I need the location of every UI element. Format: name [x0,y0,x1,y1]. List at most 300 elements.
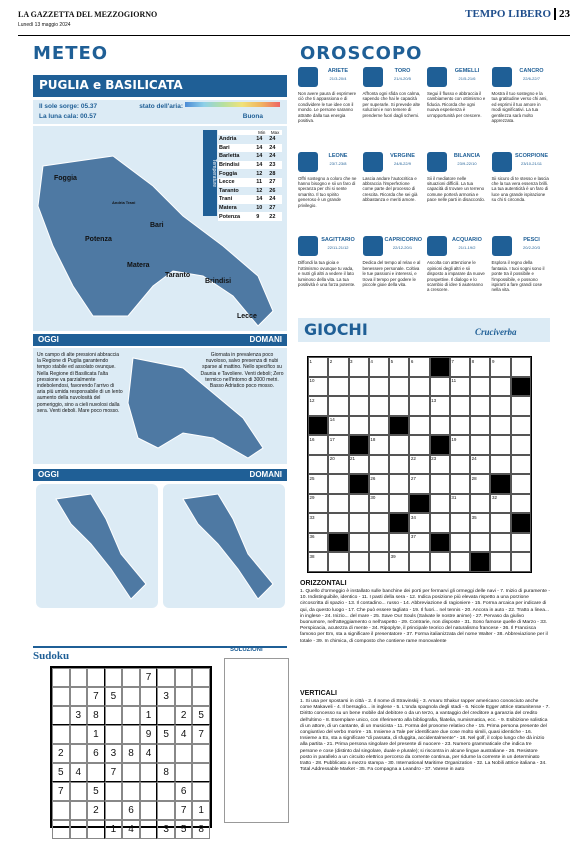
crossword-cell[interactable] [369,396,389,416]
sudoku-cell[interactable] [140,763,158,782]
crossword-cell[interactable] [470,435,490,455]
crossword-cell[interactable] [328,474,348,494]
city-cell: 14 [256,144,263,151]
zodiac-icon [298,236,318,256]
crossword-cell[interactable] [511,455,531,475]
sudoku-cell[interactable]: 7 [175,801,193,820]
sign-text: Diffondi la tua gioia e l'ottimismo ovunque tu vada, e nutri gli altri a vedere il lato luminoso della vita. La tua positività è una forza potente. [298,260,356,287]
city-row [218,212,282,221]
crossword-cell[interactable] [490,474,510,494]
crossword-cell[interactable]: 39 [389,552,409,572]
crossword-cell[interactable]: 36 [308,533,328,553]
sudoku-cell[interactable] [157,801,175,820]
section-title: TEMPO LIBERO 23 [465,8,570,20]
city-cell: 24 [269,196,276,203]
crossword-cell[interactable]: 19 [450,435,470,455]
horoscope-sign [298,152,357,233]
sudoku-cell[interactable] [70,668,88,687]
crossword-cell[interactable] [470,377,490,397]
city-cell: Matera [219,205,237,212]
crossword-cell[interactable] [430,435,450,455]
sudoku-cell[interactable] [157,706,175,725]
crossword-cell[interactable]: 5 [389,357,409,377]
sudoku-cell[interactable]: 5 [105,687,123,706]
sudoku-cell[interactable]: 6 [175,782,193,801]
crossword-cell[interactable] [450,416,470,436]
crossword-cell[interactable] [389,455,409,475]
crossword-cell[interactable]: 16 [308,435,328,455]
crossword-cell[interactable]: 13 [430,396,450,416]
city-cell: 27 [269,205,276,212]
crossword-cell[interactable] [430,552,450,572]
city-cell: 14 [256,153,263,160]
crossword-cell[interactable] [389,396,409,416]
crossword-cell[interactable]: 1 [308,357,328,377]
sudoku-cell[interactable] [122,687,140,706]
sudoku-cell[interactable] [105,801,123,820]
verticali-clues: 1. Si usa per spostarsi in città - 2. Il nome di Stravinskij - 3. Amaru Shakur rapper americano conosciuto anche come Makaveli - 4. Il bersaglio... in inglese - 5. L'onda spagnola degli stadi - 6. Nicole Egger attrice statunitense - 7. Diritto concesso su un bene mobile dal debitore o da un terzo, a vantaggio del creditore a garanzia del credito dell'ultimo - 8. Esemplare unico, con riferimento alla bibliografia, filatelia, numismatica, ecc. - 9. Esibizione solistica di un attore, di un cantante, di un musicista - 11. Forma del pronome relativo che - 15. Prima persona presente del congiuntivo del verbo morire - 15. Insieme a Tale per identificare due cose molto simili, quasi identiche - 16. Insieme a Ex, sta a significare "di passata, di sfuggita, accidentalmente" - 18. Nel golf, il colpo lungo che dà inizio alla partita - 21. Prima persona singolare del presente di nuocere - 23. Numero grammaticale che indica tre persone e cose (distinto dal singolare, duale e plurale); si riscontra in alcune lingue australiane - 26. Resistore posto in parallelo a un circuito elettrico percorso da corrente continua, per ridurne la corrente in un determinato tratto - 28. Pubblicato a mezzo stampa - 30. International Maritime Organization - 32. La Nobili attrice italiana - 34. Total Addressable Market - 35. Fa compagna a Leandro - 37. Varese in auto [300,699,550,773]
crossword-cell[interactable] [511,435,531,455]
zodiac-icon [427,236,447,256]
crossword-cell[interactable]: 6 [409,357,429,377]
city-temperature-table: Min Max Andria 14 24 Bari 14 24 Barletta 14 24 Brindisi 14 23 Foggia 12 28 Lecce 11 27 Taranto 12 26 Trani 14 24 Matera 10 27 Potenza 9 22 [218,130,282,221]
sudoku-cell[interactable]: 2 [87,801,105,820]
sudoku-cell[interactable] [87,763,105,782]
sudoku-cell[interactable] [52,706,70,725]
crossword-cell[interactable] [511,513,531,533]
crossword-cell[interactable] [470,396,490,416]
zodiac-icon [363,67,383,87]
crossword-cell[interactable] [369,513,389,533]
sudoku-cell[interactable]: 3 [70,706,88,725]
sudoku-cell[interactable]: 9 [140,725,158,744]
crossword-cell[interactable] [328,552,348,572]
horoscope-grid [298,67,550,317]
sudoku-cell[interactable] [87,820,105,839]
crossword-cell[interactable] [409,416,429,436]
city-row [218,204,282,213]
map-label-bat: Andria Trani [112,200,136,205]
crossword-cell[interactable]: 29 [308,494,328,514]
crossword-cell[interactable]: 21 [349,455,369,475]
sudoku-cell[interactable] [122,725,140,744]
crossword-cell[interactable] [328,494,348,514]
crossword-cell[interactable]: 22 [409,455,429,475]
crossword-cell[interactable] [328,377,348,397]
city-cell: 24 [269,153,276,160]
crossword-cell[interactable] [511,357,531,377]
sudoku-cell[interactable]: 4 [175,725,193,744]
crossword-cell[interactable]: 30 [369,494,389,514]
sudoku-cell[interactable] [175,763,193,782]
crossword-cell[interactable] [369,455,389,475]
crossword-cell[interactable] [389,494,409,514]
sudoku-cell[interactable]: 8 [192,820,210,839]
solution-title: SOLUZIONI [230,647,263,653]
sudoku-cell[interactable]: 4 [70,763,88,782]
sudoku-cell[interactable]: 5 [175,820,193,839]
sudoku-cell[interactable]: 2 [52,744,70,763]
crossword-cell[interactable] [328,396,348,416]
crossword-cell[interactable] [490,416,510,436]
crossword-cell[interactable]: 2 [328,357,348,377]
crossword-cell[interactable]: 26 [369,474,389,494]
zodiac-icon [427,152,447,172]
crossword-cell[interactable]: 3 [349,357,369,377]
crossword-cell[interactable] [409,377,429,397]
map-label-bari: Bari [150,222,164,229]
city-cell: Brindisi [219,162,240,169]
moon-set: La luna cala: 00.57 [39,113,97,120]
sudoku-cell[interactable] [140,801,158,820]
crossword-cell[interactable] [409,435,429,455]
city-cell: Barletta [219,153,240,160]
crossword-cell[interactable] [490,513,510,533]
verticali-title: VERTICALI [300,690,337,697]
crossword-cell[interactable] [470,533,490,553]
crossword-cell[interactable] [409,552,429,572]
sun-rise: Il sole sorge: 05.37 [39,103,98,110]
crossword-cell[interactable] [409,494,429,514]
crossword-cell[interactable] [511,377,531,397]
sudoku-cell[interactable] [157,744,175,763]
crossword-cell[interactable]: 27 [409,474,429,494]
crossword-cell[interactable] [349,474,369,494]
crossword-cell[interactable] [349,435,369,455]
crossword-title: Cruciverba [475,327,517,337]
forecast-tomorrow-text: Giornata in prevalenza poco nuvoloso, salvo presenza di nubi sparse al mattino. Nello specifico su Daunia e Tavoliere. Venti deboli; Zero termico nell'intorno di 3000 metri. Basso Adriatico poco mosso. [200,352,284,390]
sign-name: BILANCIA [453,152,481,159]
sign-name: VERGINE [390,152,415,159]
sudoku-cell[interactable]: 7 [140,668,158,687]
city-row [218,178,282,187]
sudoku-cell[interactable]: 3 [105,744,123,763]
page-number: 23 [554,8,570,20]
crossword-cell[interactable] [389,435,409,455]
city-cell: 9 [256,213,260,220]
zodiac-icon [363,236,383,256]
horoscope-sign [298,236,357,317]
sudoku-cell[interactable] [52,725,70,744]
sudoku-cell[interactable] [122,706,140,725]
crossword-cell[interactable]: 35 [470,513,490,533]
sudoku-cell[interactable] [70,725,88,744]
crossword-cell[interactable] [511,494,531,514]
crossword-cell[interactable]: 10 [308,377,328,397]
italy-map-tomorrow [163,484,285,608]
sudoku-title: Sudoku [33,646,287,662]
zodiac-icon [427,67,447,87]
sudoku-cell[interactable] [105,782,123,801]
newspaper-name: LA GAZZETTA DEL MEZZOGIORNO [18,10,158,19]
city-cell: 24 [269,136,276,143]
sudoku-cell[interactable] [122,668,140,687]
crossword-cell[interactable] [511,416,531,436]
map-label-matera: Matera [127,262,150,269]
crossword-cell[interactable]: 33 [308,513,328,533]
sudoku-cell[interactable] [157,668,175,687]
crossword-cell[interactable] [490,552,510,572]
crossword-cell[interactable] [349,552,369,572]
sudoku-cell[interactable] [140,820,158,839]
map-label-foggia: Foggia [54,175,77,182]
sudoku-cell[interactable] [70,782,88,801]
horoscope-sign [298,67,357,148]
crossword-cell[interactable] [430,533,450,553]
sudoku-cell[interactable]: 1 [105,820,123,839]
sign-date: 21/4-20/5 [394,76,411,81]
crossword-cell[interactable]: 23 [430,455,450,475]
crossword-cell[interactable] [369,377,389,397]
crossword-cell[interactable] [328,513,348,533]
crossword-cell[interactable] [511,396,531,416]
sudoku-cell[interactable] [140,782,158,801]
horoscope-sign [363,236,422,317]
sudoku-cell[interactable]: 4 [140,744,158,763]
sudoku-cell[interactable] [192,668,210,687]
sudoku-cell[interactable] [192,763,210,782]
air-quality-bar [185,102,280,107]
crossword-cell[interactable] [490,377,510,397]
crossword-cell[interactable] [328,533,348,553]
crossword-cell[interactable] [349,513,369,533]
solution-panel [224,658,289,823]
city-cell: 11 [256,179,263,186]
zodiac-icon [363,152,383,172]
crossword-cell[interactable]: 4 [369,357,389,377]
crossword-cell[interactable] [490,455,510,475]
sign-name: ARIETE [327,68,349,74]
sudoku-cell[interactable] [192,782,210,801]
crossword-cell[interactable] [389,533,409,553]
crossword-cell[interactable] [430,357,450,377]
crossword-cell[interactable] [470,416,490,436]
orizzontali-clues: 1. Quello d'ormeggio è installato sulle banchine dei porti per fermarvi gli ormeggi delle navi - 7. Inizio di puramente - 10. Indistinguibile, identico - 11. I pasti della sera - 12. Indica posizione più elevata rispetto a una porzione circoscritta di spazio - 13. Il contadino... russo - 14. Abbreviazione di ragioniere - 15. Forma arcaica per indicare di qui, da questo luogo - 17. Che può essere tagliato - 19. Il fuori... nel tennis - 20. Ancora in auto - 22. Tratto a linea... in inglese - 24. Inizio... del mare - 25. Save Our Souls (Salvate le nostre anime) - 27. Pervaso da giulivo buonumore, nell'atteggiamento o nell'aspetto - 29. Contrarie, non disposte - 31. Sono famose quelle di Marzo - 33. Perspicacia, acutezza di mente - 34. Ripoplyte, il principale teorico del naturalismo francese - 36. Il Francisca famoso per Em, sta a significare il presentatore - 37. Forma italianizzata del nome Walter - 38. Abbreviazione per il totale - 39. In chimica, di composto che contiene rame monovalente [300,589,550,644]
sudoku-cell[interactable] [140,687,158,706]
sign-name: ACQUARIO [452,237,482,244]
city-cell: Bari [219,144,230,151]
city-row [218,135,282,144]
sudoku-cell[interactable] [175,744,193,763]
city-row [218,144,282,153]
italy-map-today [36,484,158,608]
oroscopo-title: OROSCOPO [300,43,423,64]
sudoku-cell[interactable]: 5 [87,782,105,801]
sudoku-cell[interactable]: 6 [122,801,140,820]
sudoku-cell[interactable] [175,687,193,706]
horoscope-sign [363,67,422,148]
map-label-lecce: Lecce [237,313,257,320]
sign-date: 21/3-20/4 [329,76,347,81]
crossword-cell[interactable]: 37 [409,533,429,553]
city-cell: 23 [269,162,276,169]
sign-name: TORO [394,68,411,74]
crossword-cell[interactable] [450,533,470,553]
sign-name: PESCI [523,237,540,244]
sudoku-cell[interactable] [52,687,70,706]
crossword-cell[interactable] [490,396,510,416]
map-label-potenza: Potenza [85,236,112,243]
crossword-cell[interactable] [450,474,470,494]
crossword-cell[interactable] [450,552,470,572]
sign-date: 20/2-20/3 [523,245,540,251]
sudoku-cell[interactable] [157,782,175,801]
sudoku-cell[interactable] [52,801,70,820]
sudoku-cell[interactable] [105,668,123,687]
crossword-cell[interactable] [389,474,409,494]
sudoku-cell[interactable]: 3 [157,687,175,706]
crossword-cell[interactable] [430,494,450,514]
sudoku-cell[interactable]: 1 [140,706,158,725]
sudoku-cell[interactable] [175,668,193,687]
sudoku-cell[interactable]: 7 [192,725,210,744]
crossword-cell[interactable] [369,533,389,553]
city-cell: Andria [219,136,237,143]
crossword-cell[interactable]: 25 [308,474,328,494]
sudoku-cell[interactable] [70,744,88,763]
sudoku-cell[interactable] [105,725,123,744]
sign-text: Sii sicuro di te stesso e lascia che la tua vera essenza brilli. La tua autenticità è un faro di luce una grande ispirazione su chi ti circonda. [491,175,549,203]
sudoku-cell[interactable]: 7 [87,687,105,706]
sudoku-cell[interactable]: 6 [87,744,105,763]
zodiac-icon [298,67,318,87]
sudoku-cell[interactable] [192,744,210,763]
crossword-cell[interactable] [470,552,490,572]
city-cell: 14 [256,136,263,143]
sudoku-cell[interactable] [87,668,105,687]
city-cell: Taranto [219,187,239,194]
crossword-cell[interactable]: 34 [409,513,429,533]
crossword-cell[interactable] [430,474,450,494]
crossword-cell[interactable]: 14 [328,416,348,436]
crossword-cell[interactable]: 7 [450,357,470,377]
crossword-cell[interactable] [430,513,450,533]
sudoku-cell[interactable] [105,706,123,725]
sign-text: Offri sostegno a coloro che ne hanno bisogno e sii un faro di speranza per chi si sente smarrito. Il tuo spirito generoso è un grande privilegio. [298,175,357,208]
crossword-cell[interactable] [490,435,510,455]
city-cell: Lecce [219,179,235,186]
crossword-cell[interactable] [349,494,369,514]
city-cell: 22 [269,213,276,220]
sudoku-grid[interactable] [50,666,212,835]
crossword-cell[interactable]: 24 [470,455,490,475]
crossword-cell[interactable] [511,533,531,553]
crossword-cell[interactable] [409,396,429,416]
city-cell: 12 [256,170,263,177]
crossword-cell[interactable]: 9 [490,357,510,377]
sign-date: 22/12-20/1 [392,245,413,251]
crossword-cell[interactable]: 28 [470,474,490,494]
crossword-cell[interactable] [349,416,369,436]
sudoku-cell[interactable]: 5 [52,763,70,782]
crossword-cell[interactable]: 8 [470,357,490,377]
zodiac-icon [298,152,318,172]
sudoku-cell[interactable] [192,687,210,706]
city-cell: 12 [256,187,263,194]
sign-date: 22/6-22/7 [523,76,540,81]
sudoku-cell[interactable]: 2 [175,706,193,725]
sudoku-cell[interactable]: 8 [157,763,175,782]
sudoku-cell[interactable]: 8 [122,744,140,763]
city-row [218,187,282,196]
crossword-cell[interactable] [490,533,510,553]
crossword-cell[interactable] [389,416,409,436]
crossword-cell[interactable] [308,416,328,436]
crossword-cell[interactable] [308,455,328,475]
sudoku-cell[interactable] [52,820,70,839]
crossword-cell[interactable] [349,396,369,416]
crossword-cell[interactable]: 17 [328,435,348,455]
sudoku-cell[interactable]: 5 [157,725,175,744]
crossword-cell[interactable]: 20 [328,455,348,475]
sudoku-cell[interactable]: 7 [52,782,70,801]
crossword-cell[interactable]: 32 [490,494,510,514]
sign-text: Mostra il tuo sostegno e la tua gratitudine verso chi ami, ed esprimi il tuo amore in modi significativi. La tua gentilezza sarà molto apprezzata. [491,91,548,124]
sudoku-cell[interactable]: 5 [192,706,210,725]
crossword-cell[interactable] [511,474,531,494]
sudoku-cell[interactable]: 1 [192,801,210,820]
crossword-cell[interactable] [349,377,369,397]
region-title: PUGLIA e BASILICATA [33,75,287,97]
sign-date: 23/9-22/10 [457,160,477,166]
city-cell: Foggia [219,170,238,177]
sudoku-cell[interactable]: 1 [87,725,105,744]
crossword-cell[interactable] [430,416,450,436]
crossword-cell[interactable] [389,377,409,397]
crossword-cell[interactable] [389,513,409,533]
sudoku-cell[interactable] [122,763,140,782]
map-label-taranto: Taranto [165,272,191,279]
sudoku-cell[interactable] [52,668,70,687]
sudoku-cell[interactable] [122,782,140,801]
crossword-cell[interactable] [470,494,490,514]
sudoku-cell[interactable]: 4 [122,820,140,839]
temperature-label: Temperature [203,130,217,216]
crossword-grid[interactable] [307,356,532,573]
air-value: Buona [242,113,263,120]
sudoku-cell[interactable]: 3 [157,820,175,839]
sudoku-cell[interactable] [70,820,88,839]
crossword-cell[interactable] [369,552,389,572]
crossword-cell[interactable] [450,455,470,475]
city-cell: 10 [256,205,263,212]
crossword-cell[interactable] [450,513,470,533]
crossword-cell[interactable] [349,533,369,553]
crossword-cell[interactable] [430,377,450,397]
crossword-cell[interactable] [369,416,389,436]
air-label: stato dell'aria: [139,103,183,110]
city-cell: Potenza [219,213,241,220]
sudoku-cell[interactable] [70,801,88,820]
sudoku-cell[interactable]: 7 [105,763,123,782]
crossword-cell[interactable]: 12 [308,396,328,416]
sign-date: 22/11-21/12 [327,245,349,251]
sign-name: SAGITTARIO [321,237,355,244]
crossword-cell[interactable] [511,552,531,572]
zodiac-icon [492,67,512,87]
sudoku-cell[interactable] [70,687,88,706]
crossword-cell[interactable]: 31 [450,494,470,514]
city-cell: 27 [269,179,276,186]
crossword-cell[interactable]: 11 [450,377,470,397]
crossword-cell[interactable] [450,396,470,416]
city-row [218,169,282,178]
crossword-cell[interactable]: 38 [308,552,328,572]
crossword-cell[interactable]: 18 [369,435,389,455]
city-cell: 14 [256,162,263,169]
sudoku-cell[interactable]: 8 [87,706,105,725]
zodiac-icon [492,236,512,256]
